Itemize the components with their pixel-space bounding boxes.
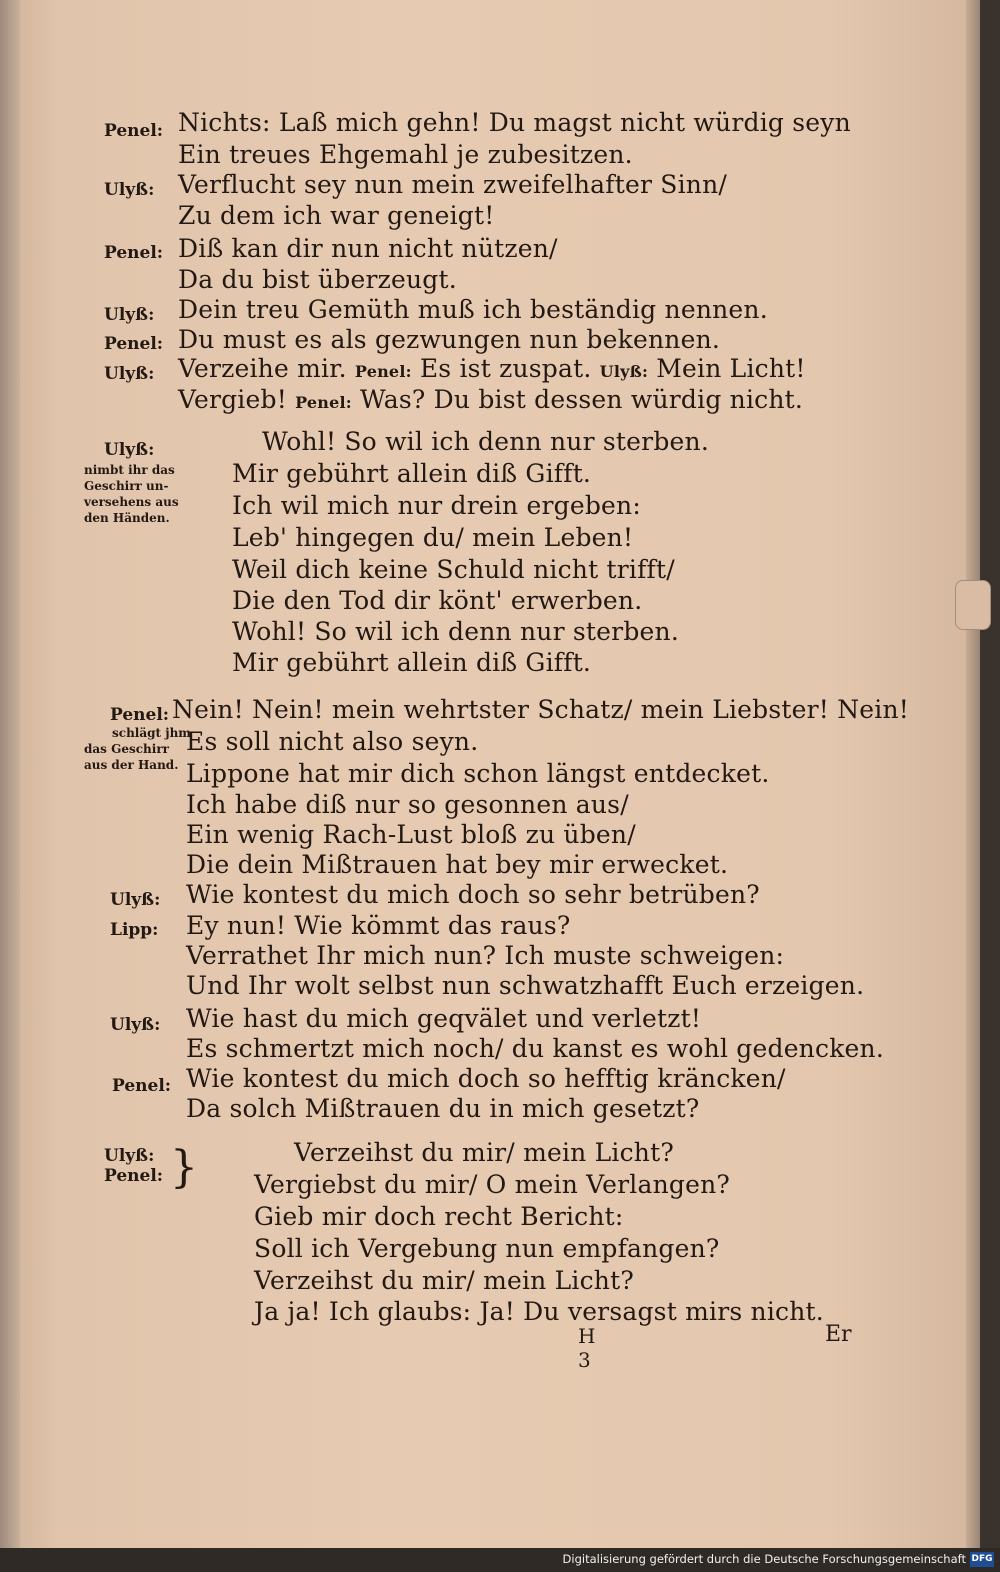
verse-line: Verzeihst du mir/ mein Licht? <box>254 1266 634 1295</box>
verse-line: Wie kontest du mich doch so sehr betrüben? <box>186 880 760 909</box>
verse-line: Wie kontest du mich doch so hefftig kräncken/ <box>186 1064 786 1093</box>
speaker-label: Ulyß: <box>104 364 155 384</box>
verse-line: Nichts: Laß mich gehn! Du magst nicht würdig seyn <box>178 108 851 137</box>
stage-direction-line: den Händen. <box>84 511 170 525</box>
footer-bar <box>0 1548 1000 1572</box>
verse-line: Zu dem ich war geneigt! <box>178 201 495 230</box>
speaker-label: Lipp: <box>110 920 159 940</box>
verse-line <box>178 354 806 383</box>
verse-line: Soll ich Vergebung nun empfangen? <box>254 1234 720 1263</box>
speaker-label: Penel: <box>104 243 164 263</box>
verse-line: Da solch Mißtrauen du in mich gesetzt? <box>186 1094 700 1123</box>
verse-fragment: Verzeihe mir. <box>178 354 347 383</box>
verse-fragment: Vergieb! <box>178 385 287 414</box>
footer-credit: Digitalisierung gefördert durch die Deutsche Forschungsgemeinschaft <box>562 1552 966 1566</box>
stage-direction <box>84 725 191 773</box>
speaker-label: Ulyß: Penel: <box>104 1146 164 1186</box>
verse-line: Mir gebührt allein diß Gifft. <box>232 459 592 488</box>
verse-line: Mir gebührt allein diß Gifft. <box>232 648 592 677</box>
stage-direction-line: versehens aus <box>84 495 179 509</box>
stage-direction-line: aus der Hand. <box>84 758 179 772</box>
verse-line: Vergiebst du mir/ O mein Verlangen? <box>254 1170 730 1199</box>
verse-line: Leb' hingegen du/ mein Leben! <box>232 523 634 552</box>
paper-tab <box>955 580 991 630</box>
verse-line: Ich wil mich nur drein ergeben: <box>232 491 641 520</box>
stage-direction-line: nimbt ihr das <box>84 463 175 477</box>
verse-line: Gieb mir doch recht Bericht: <box>254 1202 624 1231</box>
inline-speaker: Penel: <box>295 393 352 412</box>
verse-line: Ey nun! Wie kömmt das raus? <box>186 911 571 940</box>
verse-line: Ich habe diß nur so gesonnen aus/ <box>186 790 629 819</box>
speaker-label: Ulyß: <box>110 1015 161 1035</box>
verse-line: Wohl! So wil ich denn nur sterben. <box>232 617 679 646</box>
verse-fragment: Was? Du bist dessen würdig nicht. <box>360 385 804 414</box>
speaker-label: Ulyß: <box>104 440 155 460</box>
verse-line: Ein wenig Rach-Lust bloß zu üben/ <box>186 820 636 849</box>
stage-direction-line: Geschirr un- <box>84 479 169 493</box>
inline-speaker: Penel: <box>354 362 412 381</box>
speaker-label: Penel: <box>104 334 164 354</box>
speaker-label: Ulyß: <box>110 890 161 910</box>
speaker-label: Penel: <box>110 705 170 725</box>
inline-speaker: Ulyß: <box>599 362 649 381</box>
verse-line: Nein! Nein! mein wehrtster Schatz/ mein Liebster! Nein! <box>172 695 910 724</box>
speaker-label: Ulyß: <box>104 180 155 200</box>
verse-line: Und Ihr wolt selbst nun schwatzhafft Euch erzeigen. <box>186 971 865 1000</box>
catchword: Er <box>825 1322 852 1347</box>
signature-mark: H 3 <box>578 1324 596 1372</box>
verse-line: Da du bist überzeugt. <box>178 265 457 294</box>
verse-line: Dein treu Gemüth muß ich beständig nennen. <box>178 295 768 324</box>
verse-line: Die dein Mißtrauen hat bey mir erwecket. <box>186 850 729 879</box>
stage-direction-line: schlägt jhm <box>112 726 191 740</box>
verse-line: Verflucht sey nun mein zweifelhafter Sinn/ <box>178 170 727 199</box>
speaker-label: Penel: <box>112 1076 172 1096</box>
stage-direction <box>84 462 179 526</box>
page-fore-edge <box>966 0 980 1548</box>
page-binding-edge <box>0 0 20 1548</box>
verse-line: Ein treues Ehgemahl je zubesitzen. <box>178 140 633 169</box>
verse-line: Es soll nicht also seyn. <box>186 727 479 756</box>
verse-line: Die den Tod dir könt' erwerben. <box>232 586 643 615</box>
verse-line: Es schmertzt mich noch/ du kanst es wohl gedencken. <box>186 1034 884 1063</box>
verse-fragment: Mein Licht! <box>656 354 806 383</box>
verse-line <box>178 385 803 414</box>
dfg-logo: DFG <box>970 1552 994 1567</box>
speaker-label: Ulyß: <box>104 305 155 325</box>
speaker-label: Penel: <box>104 121 164 141</box>
verse-line: Diß kan dir nun nicht nützen/ <box>178 234 558 263</box>
verse-line: Weil dich keine Schuld nicht trifft/ <box>232 555 675 584</box>
verse-line: Verzeihst du mir/ mein Licht? <box>294 1138 674 1167</box>
verse-line: Ja ja! Ich glaubs: Ja! Du versagst mirs nicht. <box>254 1297 824 1326</box>
verse-line: Verrathet Ihr mich nun? Ich muste schweigen: <box>186 941 785 970</box>
stage-direction-line: das Geschirr <box>84 742 169 756</box>
verse-line: Du must es als gezwungen nun bekennen. <box>178 325 721 354</box>
duet-brace: } <box>170 1142 198 1193</box>
verse-line: Lippone hat mir dich schon längst entdecket. <box>186 759 770 788</box>
verse-line: Wohl! So wil ich denn nur sterben. <box>262 427 709 456</box>
verse-fragment: Es ist zuspat. <box>419 354 592 383</box>
verse-line: Wie hast du mich geqvälet und verletzt! <box>186 1004 702 1033</box>
